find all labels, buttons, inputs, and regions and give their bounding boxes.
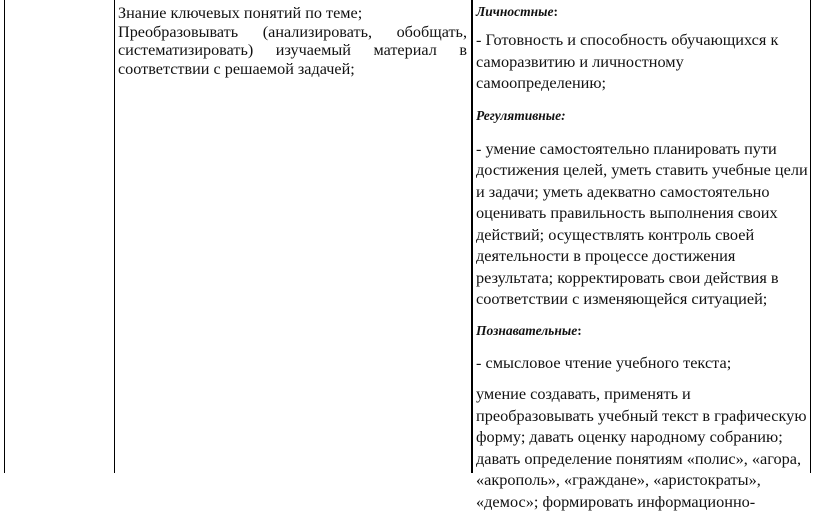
heading-personal-colon: : bbox=[553, 4, 558, 19]
subject-result-concepts: Знание ключевых понятий по теме; bbox=[118, 4, 363, 22]
heading-cognitive-label: Познавательные bbox=[476, 322, 578, 338]
cognitive-text-reading: - смысловое чтение учебного текста; bbox=[476, 352, 732, 372]
table-border-column-2 bbox=[471, 0, 473, 473]
heading-cognitive bbox=[476, 321, 808, 341]
table-cell-subject-results bbox=[118, 4, 467, 78]
heading-cognitive-colon: : bbox=[577, 322, 582, 338]
personal-text: - Готовность и способность обучающихся к саморазвитию и личностному самоопределению; bbox=[476, 30, 779, 92]
table-border-column-1 bbox=[114, 0, 115, 473]
table-border-left bbox=[4, 0, 5, 473]
heading-personal-label: Личностные bbox=[476, 4, 554, 19]
regulatory-text: - умение самостоятельно планировать пути достижения целей, уметь ставить учебные цели и задачи; уметь адекватно самостоятельно оценивать правильность выполнения своих действий; осуществлять контроль своей деятельности в процессе достижения результата; корректировать свои действия в соответствии с изменяющейся ситуацией; bbox=[476, 138, 808, 308]
table-cell-universal-actions bbox=[476, 2, 808, 512]
heading-regulatory: Регулятивные: bbox=[476, 107, 566, 123]
cognitive-text-skills: умение создавать, применять и преобразовывать учебный текст в графическую форму; давать оценку народному собранию; давать определение понятиям «полис», «агора, «акрополь», «граждане», «аристократы», «демос»; формировать информационно- bbox=[476, 384, 807, 511]
table-border-right bbox=[810, 0, 811, 473]
subject-result-transform: Преобразовывать (анализировать, обобщать, систематизировать) изучаемый материал в соответствии с решаемой задачей; bbox=[118, 22, 467, 78]
heading-personal bbox=[476, 2, 808, 22]
